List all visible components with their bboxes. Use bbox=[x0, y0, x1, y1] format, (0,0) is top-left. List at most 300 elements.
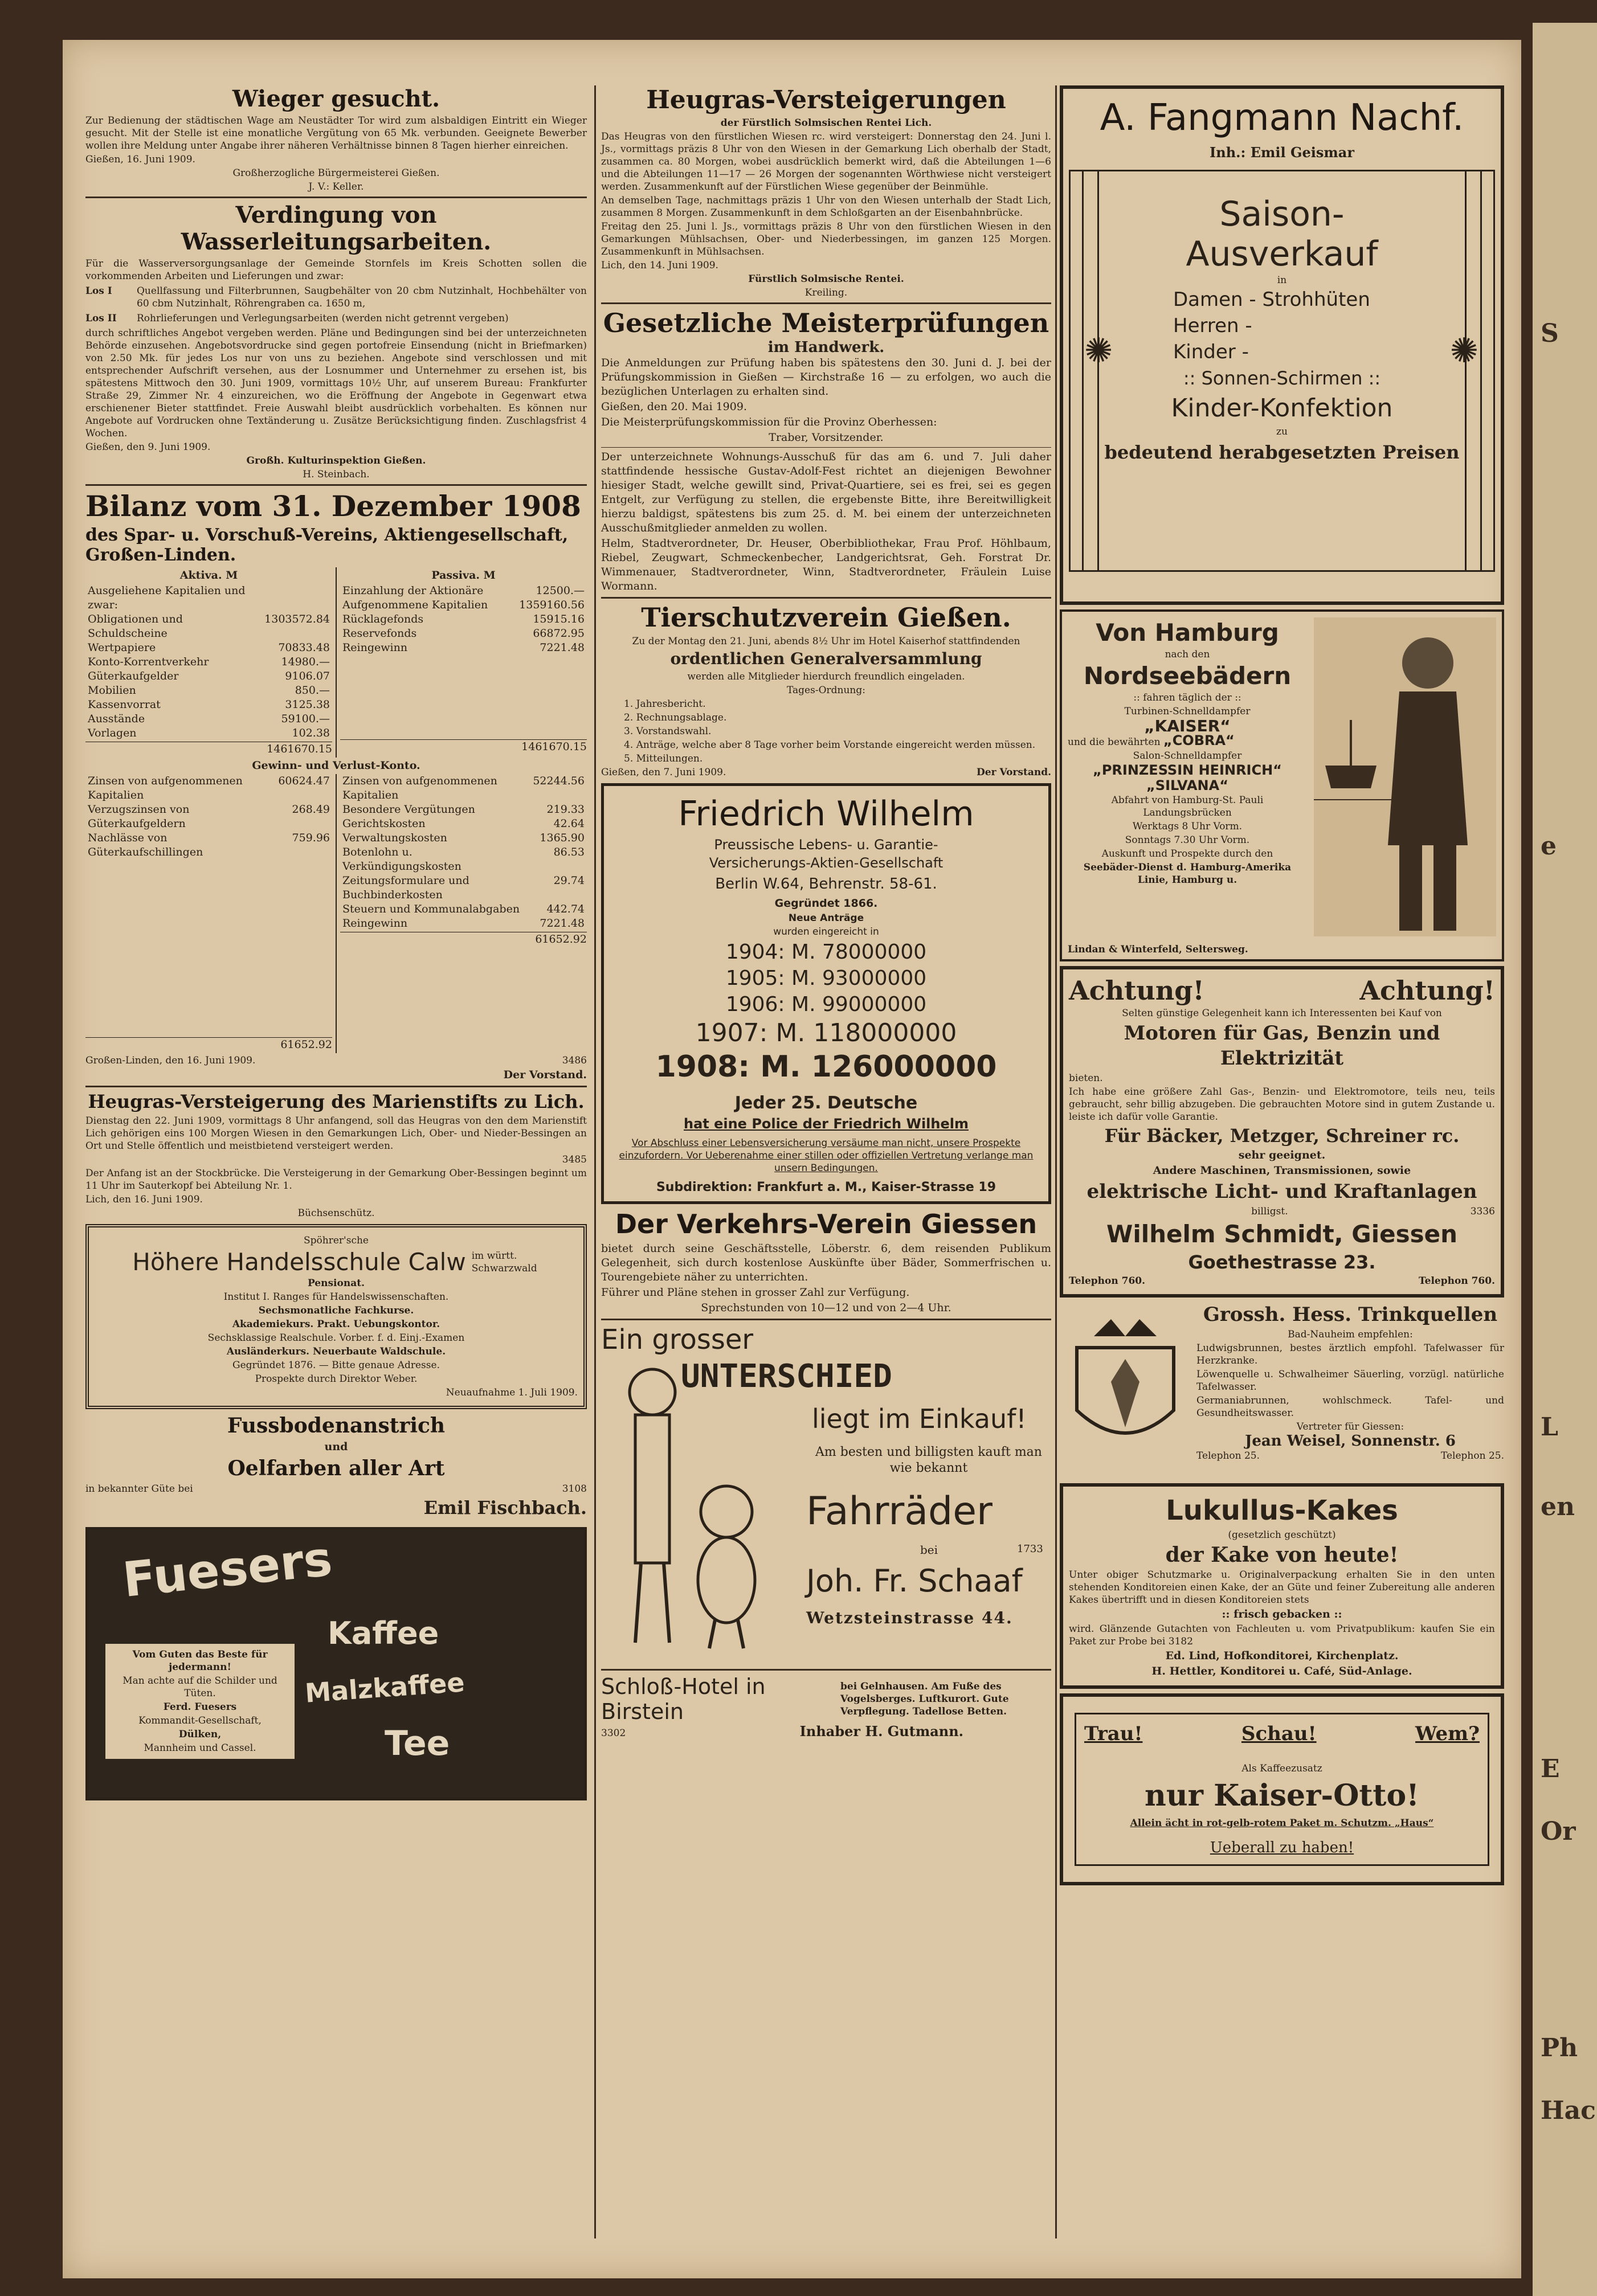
table-row bbox=[85, 698, 332, 712]
hamburg-line: Lindan & Winterfeld, Seltersweg. bbox=[1068, 944, 1248, 955]
schaaf-line: liegt im Einkauf! bbox=[812, 1403, 1027, 1434]
fuesers-product: Kaffee bbox=[328, 1615, 439, 1651]
hamburg-line: Nordseebädern bbox=[1083, 662, 1292, 690]
fangmann-inh: Inh.: Emil Geismar bbox=[1210, 144, 1354, 161]
ad-signature: H. Steinbach. bbox=[303, 469, 370, 480]
column-divider bbox=[594, 85, 596, 2238]
schmidt-line: Selten günstige Gelegenheit kann ich Interessenten bei Kauf von bbox=[1122, 1008, 1442, 1019]
fangmann-line: Herren - bbox=[1173, 314, 1252, 337]
edge-text: e bbox=[1541, 832, 1557, 861]
calw-line: Gegründet 1876. — Bitte genaue Adresse. bbox=[232, 1360, 440, 1371]
row-value: 3125.38 bbox=[285, 698, 330, 711]
trink-line: Germaniabrunnen, wohlschmeck. Tafel- und Gesundheitswasser. bbox=[1196, 1395, 1504, 1419]
row-value: 12500.— bbox=[536, 584, 585, 597]
row-label: Ausgeliehene Kapitalien und zwar: bbox=[88, 584, 246, 611]
row-value: 759.96 bbox=[292, 832, 330, 844]
calw-line: Institut I. Ranges für Handelswissenschaften. bbox=[223, 1291, 449, 1303]
row-value: 7221.48 bbox=[540, 641, 585, 654]
column-3 bbox=[1060, 46, 1504, 1890]
bilanz-date: Großen-Linden, den 16. Juni 1909. bbox=[85, 1055, 256, 1066]
fw-line: Preussische Lebens- u. Garantie- bbox=[714, 837, 938, 853]
row-value: 1365.90 bbox=[540, 832, 585, 844]
year-value: 1905: M. 93000000 bbox=[725, 967, 927, 990]
ad-date: Gießen, 16. Juni 1909. bbox=[85, 154, 195, 165]
list-item: 4. Anträge, welche aber 8 Tage vorher beim Vorstande eingereicht werden müssen. bbox=[624, 739, 1036, 751]
table-row bbox=[85, 669, 332, 684]
row-label: Reingewinn bbox=[342, 917, 408, 930]
row-value: 14980.— bbox=[281, 656, 330, 668]
otto-line: Als Kaffeezusatz bbox=[1241, 1763, 1322, 1774]
sailor-illustration bbox=[1314, 617, 1496, 936]
fw-line: Berlin W.64, Behrenstr. 58-61. bbox=[715, 875, 937, 893]
ad-body: An demselben Tage, nachmittags präzis 1 Uhr von den Wiesen unterhalb der Stadt Lich, zusammen 8 Morgen. Zusammenkunft in dem Schloßgarten an der Eisenbahnbrücke. bbox=[601, 195, 1051, 219]
schaaf-line: Ein grosser bbox=[601, 1324, 754, 1356]
gv-left-table bbox=[85, 774, 332, 860]
ad-verkehrsverein bbox=[601, 1209, 1051, 1315]
ad-calw bbox=[85, 1224, 587, 1409]
row-value: 29.74 bbox=[553, 874, 585, 887]
column-divider bbox=[1055, 85, 1057, 2238]
fuesers-text: Mannheim und Cassel. bbox=[144, 1742, 256, 1754]
year-value: 1907: M. 118000000 bbox=[695, 1018, 957, 1047]
edge-text: Ph bbox=[1541, 2033, 1578, 2062]
ad-body: bietet durch seine Geschäftsstelle, Löberstr. 6, dem reisenden Publikum Gelegenheit, sich durch kostenlose Auskünfte über Bäder, Sommerfrischen u. Tourengebiete näher zu unterrichten. bbox=[601, 1242, 1051, 1283]
hamburg-line: „SILVANA“ bbox=[1146, 777, 1228, 793]
row-label: Zeitungsformulare und Buchbinderkosten bbox=[342, 874, 469, 901]
row-label: Einzahlung der Aktionäre bbox=[342, 584, 484, 597]
schaaf-line: Joh. Fr. Schaaf bbox=[806, 1563, 1023, 1599]
total: 61652.92 bbox=[85, 1037, 332, 1052]
lukullus-line: (gesetzlich geschützt) bbox=[1228, 1529, 1336, 1541]
birstein-owner: Inhaber H. Gutmann. bbox=[799, 1723, 964, 1740]
list-item: 2. Rechnungsablage. bbox=[624, 712, 727, 723]
ad-verdingung bbox=[85, 202, 587, 481]
ad-birstein bbox=[601, 1674, 1051, 1724]
hamburg-line: nach den bbox=[1165, 649, 1210, 660]
fangmann-frame bbox=[1069, 170, 1495, 572]
edge-text: Or bbox=[1541, 1817, 1576, 1846]
table-row bbox=[85, 641, 332, 655]
ad-fischbach bbox=[85, 1414, 587, 1519]
telephone: Telephon 25. bbox=[1196, 1450, 1260, 1462]
row-label: Vorlagen bbox=[88, 727, 137, 739]
ad-wohnung bbox=[601, 450, 1051, 594]
table-row bbox=[340, 803, 587, 817]
ad-title: Wieger gesucht. bbox=[232, 85, 440, 112]
row-label: Verwaltungskosten bbox=[342, 832, 447, 844]
ad-body: Der Anfang ist an der Stockbrücke. Die Versteigerung in der Gemarkung Ober-Bessingen beginnt um 11 Uhr im Sauterkopf bei Abteilung Nr. 1. bbox=[85, 1168, 587, 1192]
table-row bbox=[85, 612, 332, 641]
fw-line: Jeder 25. Deutsche bbox=[734, 1093, 918, 1113]
row-value: 7221.48 bbox=[540, 917, 585, 930]
ad-date: Lich, den 14. Juni 1909. bbox=[601, 260, 718, 271]
ad-body: Der unterzeichnete Wohnungs-Ausschuß für das am 6. und 7. Juli daher stattfindende hessische Gustav-Adolf-Fest richtet an diejenigen Bewohner hiesiger Stadt, welche gewillt sind, Privat-Quartiere, sei es frei, sei es gegen Entgelt, zur Verfügung zu stellen, die ergebenste Bitte, ihre Bereitwilligkeit hierzu baldigst, spätestens bis zum 25. d. M. bei einem der unterzeichneten Ausschußmitglieder anmelden zu wollen. bbox=[601, 451, 1051, 534]
hamburg-line: Abfahrt von Hamburg-St. Pauli Landungsbrücken bbox=[1111, 795, 1264, 818]
ad-wieger bbox=[85, 85, 587, 193]
telephone: Telephon 760. bbox=[1069, 1275, 1146, 1287]
fw-line: Neue Anträge bbox=[788, 912, 864, 924]
ad-names: Helm, Stadtverordneter, Dr. Heuser, Oberbibliothekar, Frau Prof. Höhlbaum, Riebel, Zeugwart, Schmeckenbecher, Landgerichtsrat, Geh. Forstrat Dr. Wimmenauer, Stadtverordneter, Winn, Stadtverordneter, Fräulein Luise Wormann. bbox=[601, 537, 1051, 592]
hamburg-line: Werktags 8 Uhr Vorm. bbox=[1132, 821, 1243, 832]
table-row bbox=[85, 831, 332, 860]
fangmann-line: :: Sonnen-Schirmen :: bbox=[1183, 367, 1381, 389]
achtung: Achtung! bbox=[1069, 975, 1204, 1006]
ad-body: Das Heugras von den fürstlichen Wiesen rc. wird versteigert: Donnerstag den 24. Juni l. Js., vormittags präzis 8 Uhr von den Wiesen in der Gemarkung Lich oberhalb der Stadt, zusammen ca. 80 Morgen, wobei ausdrücklich bemerkt wird, daß die Abteilungen 1—6 und die Abteilungen 11—17 — 26 Morgen der sogenannten Wörthwiese nicht versteigert werden. Zusammenkunft auf der Fürstlichen Wiese gegenüber der Beinmühle. bbox=[601, 131, 1051, 193]
trink-line: Bad-Nauheim empfehlen: bbox=[1288, 1329, 1413, 1340]
fw-line: wurden eingereicht in bbox=[773, 926, 879, 938]
row-value: 442.74 bbox=[546, 903, 585, 915]
aktiva-table bbox=[85, 584, 332, 740]
fw-line: hat eine Police der Friedrich Wilhelm bbox=[683, 1116, 969, 1132]
year-value: 1908: M. 126000000 bbox=[655, 1050, 997, 1084]
bilanz-title: Bilanz vom 31. Dezember 1908 bbox=[85, 489, 581, 523]
ad-signature: Kreiling. bbox=[804, 287, 848, 298]
lukullus-line: :: frisch gebacken :: bbox=[1222, 1608, 1342, 1620]
ad-body: Dienstag den 22. Juni 1909, vormittags 8 Uhr anfangend, soll das Heugras von den dem Marienstift Lich gehörigen eins 100 Morgen Wiesen in den Gemarkungen Lich, Ober- und Nieder-Bessingen an Ort und Stelle öffentlich und meistbietend versteigert werden. bbox=[85, 1115, 587, 1152]
year-value: 1904: M. 78000000 bbox=[725, 940, 927, 964]
calw-line: Neuaufnahme 1. Juli 1909. bbox=[446, 1387, 578, 1398]
table-row bbox=[340, 598, 587, 612]
bilanz-subtitle: des Spar- u. Vorschuß-Vereins, Aktiengesellschaft, Großen-Linden. bbox=[85, 525, 569, 565]
row-value: 850.— bbox=[295, 684, 330, 697]
calw-line: Akademiekurs. Prakt. Uebungskontor. bbox=[232, 1319, 440, 1330]
fuesers-product: Tee bbox=[385, 1724, 450, 1763]
fuss-line: Oelfarben aller Art bbox=[227, 1456, 445, 1480]
calw-line: Prospekte durch Direktor Weber. bbox=[255, 1373, 418, 1385]
fangmann-line: bedeutend herabgesetzten Preisen bbox=[1104, 441, 1460, 463]
otto-word: Wem? bbox=[1415, 1722, 1480, 1745]
total: 1461670.15 bbox=[85, 742, 332, 756]
los-text: Quellfassung und Filterbrunnen, Saugbehälter von 20 cbm Nutzinhalt, Hochbehälter von 60 cbm Nutzinhalt, Röhrengraben ca. 1650 m, bbox=[137, 285, 587, 309]
ad-signature: Traber, Vorsitzender. bbox=[769, 431, 884, 444]
calw-line: Sechsmonatliche Fachkurse. bbox=[258, 1305, 414, 1316]
row-label: Aufgenommene Kapitalien bbox=[342, 599, 488, 611]
aktiva-label: Aktiva. bbox=[179, 569, 222, 582]
table-row bbox=[340, 774, 587, 803]
passiva-label: Passiva. bbox=[431, 569, 480, 582]
ad-line: Zu der Montag den 21. Juni, abends 8½ Uhr im Hotel Kaiserhof stattfindenden bbox=[632, 636, 1020, 647]
ad-number: 3336 bbox=[1470, 1206, 1495, 1217]
trink-line: Vertreter für Giessen: bbox=[1296, 1421, 1404, 1433]
fangmann-title: A. Fangmann Nachf. bbox=[1100, 97, 1464, 139]
schaaf-line: UNTERSCHIED bbox=[681, 1358, 892, 1395]
lukullus-title: Lukullus-Kakes bbox=[1166, 1495, 1398, 1526]
row-value: 86.53 bbox=[553, 846, 585, 858]
table-row bbox=[340, 641, 587, 655]
ad-trinkquellen bbox=[1060, 1302, 1504, 1479]
row-label: Konto-Korrentverkehr bbox=[88, 656, 209, 668]
row-value: 60624.47 bbox=[278, 775, 330, 787]
passiva-table bbox=[340, 584, 587, 655]
calw-line: Sechsklassige Realschule. Vorber. f. d. Einj.-Examen bbox=[207, 1332, 465, 1344]
fw-line: Gegründet 1866. bbox=[774, 897, 878, 910]
fuesers-text: Dülken, bbox=[178, 1729, 222, 1740]
calw-line: Ausländerkurs. Neuerbaute Waldschule. bbox=[226, 1346, 446, 1357]
ad-signature: Fürstlich Solmsische Rentei. bbox=[748, 273, 904, 285]
fangmann-line: Damen - Strohhüten bbox=[1173, 288, 1370, 311]
ad-title: Heugras-Versteigerung des Marienstifts zu Lich. bbox=[88, 1091, 585, 1112]
table-row bbox=[340, 584, 587, 598]
table-row bbox=[340, 627, 587, 641]
table-row bbox=[340, 845, 587, 874]
schmidt-line: Ich habe eine größere Zahl Gas-, Benzin- und Elektromotore, teils neu, teils gebraucht, sehr billig abzugeben. Die gebrauchten Motore sind in gutem Zustande u. leiste ich dafür volle Garantie. bbox=[1069, 1086, 1495, 1123]
schaaf-line: Wetzsteinstrasse 44. bbox=[806, 1609, 1013, 1627]
table-row bbox=[340, 612, 587, 627]
trink-line: Löwenquelle u. Schwalheimer Säuerling, vorzügl. natürliche Tafelwasser. bbox=[1196, 1369, 1504, 1393]
table-row bbox=[85, 712, 332, 726]
row-label: Verzugszinsen von Güterkaufgeldern bbox=[88, 803, 190, 830]
hamburg-line: Auskunft und Prospekte durch den bbox=[1101, 848, 1273, 860]
schmidt-line: Motoren für Gas, Benzin und Elektrizität bbox=[1124, 1022, 1440, 1070]
row-label: Wertpapiere bbox=[88, 641, 156, 654]
row-label: Gerichtskosten bbox=[342, 817, 426, 830]
table-row bbox=[85, 655, 332, 669]
otto-line: Allein ächt in rot-gelb-rotem Paket m. Schutzm. „Haus“ bbox=[1130, 1818, 1434, 1829]
ad-signature: J. V.: Keller. bbox=[308, 181, 364, 193]
table-row bbox=[340, 874, 587, 902]
fuesers-product: Malzkaffee bbox=[304, 1667, 466, 1709]
coat-of-arms-icon bbox=[1060, 1313, 1191, 1462]
otto-word: Schau! bbox=[1241, 1722, 1317, 1745]
row-value: 219.33 bbox=[546, 803, 585, 816]
ad-tierschutz bbox=[601, 602, 1051, 779]
year-value: 1906: M. 99000000 bbox=[725, 993, 927, 1016]
row-value: 9106.07 bbox=[285, 670, 330, 682]
ad-title: Tierschutzverein Gießen. bbox=[641, 602, 1011, 633]
ad-date: Gießen, den 20. Mai 1909. bbox=[601, 400, 747, 413]
fuesers-text: Kommandit-Gesellschaft, bbox=[138, 1715, 262, 1726]
schaaf-line: bei bbox=[920, 1543, 938, 1557]
row-value: 15915.16 bbox=[533, 613, 585, 625]
column-2 bbox=[601, 46, 1051, 1741]
fuss-line: und bbox=[324, 1440, 348, 1453]
row-label: Reservefonds bbox=[342, 627, 417, 640]
gv-right-table bbox=[340, 774, 587, 931]
list-item: 5. Mitteilungen. bbox=[624, 753, 703, 764]
row-value: 59100.— bbox=[281, 713, 330, 725]
trink-line: Jean Weisel, Sonnenstr. 6 bbox=[1245, 1433, 1456, 1450]
hamburg-line: „KAISER“ bbox=[1144, 717, 1231, 735]
trink-line: Ludwigsbrunnen, bestes ärztlich empfohl. Tafelwasser für Herzkranke. bbox=[1196, 1343, 1504, 1366]
schmidt-line: Goethestrasse 23. bbox=[1188, 1251, 1376, 1273]
ad-kaiser-otto bbox=[1060, 1693, 1504, 1885]
row-label: Nachlässe von Güterkaufschillingen bbox=[88, 832, 203, 858]
fw-line: Vor Abschluss einer Lebensversicherung versäume man nicht, unsere Prospekte einzufordern. Vor Ueberenahme einer stillen oder offiziellen Vertretung verlange man unsern Bedingungen. bbox=[619, 1137, 1034, 1174]
fangmann-line: zu bbox=[1276, 426, 1288, 437]
table-row bbox=[340, 902, 587, 916]
schmidt-line: Andere Maschinen, Transmissionen, sowie bbox=[1153, 1164, 1411, 1177]
flower-icon: ✺ bbox=[1449, 331, 1478, 371]
row-label: Rücklagefonds bbox=[342, 613, 424, 625]
schmidt-line: Für Bäcker, Metzger, Schreiner rc. bbox=[1104, 1125, 1460, 1147]
adjacent-page-edge bbox=[1533, 23, 1597, 2296]
ad-number: 3182 bbox=[1168, 1636, 1194, 1647]
calw-side: im württ. Schwarzwald bbox=[471, 1250, 537, 1274]
ad-body: Freitag den 25. Juni l. Js., vormittags präzis 8 Uhr von den fürstlichen Wiesen in den Gemarkungen Mühlsachsen, Ober- und Niederbessingen, im ganzen 125 Morgen. Zusammenkunft in Mühlsachsen. bbox=[601, 221, 1051, 257]
fuesers-brand: Fuesers bbox=[120, 1530, 335, 1608]
los-label: Los II bbox=[85, 313, 117, 324]
ad-signature: Der Vorstand. bbox=[503, 1069, 587, 1081]
schaaf-line: Am besten und billigsten kauft man wie bekannt bbox=[815, 1445, 1042, 1475]
ad-fangmann bbox=[1060, 85, 1504, 605]
ad-heugras-marienstift bbox=[85, 1091, 587, 1219]
ad-line: ordentlichen Generalversammlung bbox=[670, 649, 982, 668]
fangmann-line: in bbox=[1277, 275, 1287, 286]
edge-text: E bbox=[1541, 1754, 1560, 1783]
row-label: Zinsen von aufgenommenen Kapitalien bbox=[342, 775, 497, 801]
ad-friedrich-wilhelm bbox=[601, 783, 1051, 1204]
row-value: 42.64 bbox=[553, 817, 585, 830]
lukullus-line: H. Hettler, Konditorei u. Café, Süd-Anlage. bbox=[1151, 1665, 1412, 1677]
hamburg-line: :: fahren täglich der :: bbox=[1133, 692, 1241, 703]
row-label: Reingewinn bbox=[342, 641, 408, 654]
row-value bbox=[262, 584, 332, 612]
currency: M bbox=[226, 569, 238, 582]
otto-line: Ueberall zu haben! bbox=[1210, 1839, 1354, 1856]
row-label: Botenlohn u. Verkündigungskosten bbox=[342, 846, 461, 873]
calw-top: Spöhrer'sche bbox=[304, 1235, 369, 1246]
otto-word: Trau! bbox=[1084, 1722, 1143, 1745]
ad-subtitle: im Handwerk. bbox=[767, 339, 885, 356]
telephone: Telephon 25. bbox=[1440, 1450, 1504, 1462]
fw-title: Friedrich Wilhelm bbox=[678, 794, 974, 834]
fuesers-info bbox=[105, 1644, 295, 1759]
fangmann-line: Ausverkauf bbox=[1186, 234, 1378, 274]
fuss-line: Fussbodenanstrich bbox=[227, 1414, 446, 1438]
ad-number: 1733 bbox=[1017, 1543, 1043, 1555]
birstein-title: Schloß-Hotel in Birstein bbox=[601, 1674, 766, 1724]
ad-title: Heugras-Versteigerungen bbox=[646, 85, 1006, 114]
trink-title: Grossh. Hess. Trinkquellen bbox=[1203, 1303, 1498, 1326]
ad-body: durch schriftliches Angebot vergeben werden. Pläne und Bedingungen sind bei der unterzeichneten Behörde einzusehen. Angebotsvordrucke sind gegen portofreie Einsendung (nicht in Briefmarken) von 2.50 Mk. für jedes Los nur von uns zu beziehen. Angebote sind verschlossen und mit entsprechender Aufschrift versehen, aus der Losnummer und Unternehmer zu ersehen ist, bis spätestens Mittwoch den 30. Juni 1909, vormittags 10½ Uhr, auf unserem Bureau: Frankfurter Straße 29, Zimmer Nr. 4 einzureichen, wo die Eröffnung der Angebote in Gegenwart etwa erschienener Bieter stattfindet. Freie Auswahl bleibt ausdrücklich vorbehalten. Es können nur Angebote auf Vordrucken ohne Textänderung u. Zusätze Berücksichtigung finden. Zuschlagsfrist 4 Wochen. bbox=[85, 328, 587, 439]
ad-line: Tages-Ordnung: bbox=[787, 685, 865, 696]
ad-body: Zur Bedienung der städtischen Wage am Neustädter Tor wird zum alsbaldigen Eintritt ein Wieger gesucht. Mit der Stelle ist eine monatliche Vergütung von 65 Mk. verbunden. Geeignete Bewerber wollen ihre Meldung unter Angabe ihrer näheren Verhältnisse binnen 8 Tagen hierher einreichen. bbox=[85, 115, 587, 152]
ad-bilanz bbox=[85, 489, 587, 1082]
ad-date: Gießen, den 7. Juni 1909. bbox=[601, 767, 726, 778]
ad-lukullus bbox=[1060, 1483, 1504, 1689]
fw-years bbox=[610, 939, 1043, 1085]
flower-icon: ✺ bbox=[1084, 331, 1113, 371]
calw-line: Pensionat. bbox=[307, 1278, 365, 1289]
achtung: Achtung! bbox=[1359, 975, 1495, 1006]
birstein-side: bei Gelnhausen. Am Fuße des Vogelsberges. Luftkurort. Gute Verpflegung. Tadellose Betten. bbox=[840, 1681, 1009, 1717]
ad-title: Verdingung von Wasserleitungsarbeiten. bbox=[181, 202, 492, 255]
row-value: 268.49 bbox=[292, 803, 330, 816]
table-row bbox=[340, 831, 587, 845]
hamburg-line: Von Hamburg bbox=[1096, 619, 1279, 646]
ad-heugras bbox=[601, 85, 1051, 299]
ad-number: 3485 bbox=[562, 1154, 587, 1165]
ad-signature: Großherzogliche Bürgermeisterei Gießen. bbox=[232, 167, 440, 179]
edge-text: L bbox=[1541, 1413, 1558, 1442]
row-label: Güterkaufgelder bbox=[88, 670, 179, 682]
ad-body: Für die Wasserversorgungsanlage der Gemeinde Stornfels im Kreis Schotten sollen die vorkommenden Arbeiten und Lieferungen und zwar: bbox=[85, 258, 587, 282]
lukullus-line: der Kake von heute! bbox=[1165, 1543, 1399, 1567]
hamburg-line: „COBRA“ bbox=[1163, 732, 1235, 748]
list-item: 1. Jahresbericht. bbox=[624, 698, 706, 710]
ad-signature: Büchsenschütz. bbox=[297, 1208, 375, 1219]
table-row bbox=[85, 684, 332, 698]
fangmann-line: Saison- bbox=[1219, 194, 1345, 234]
ad-number: 3108 bbox=[562, 1483, 587, 1495]
lukullus-line: Ed. Lind, Hofkonditorei, Kirchenplatz. bbox=[1165, 1650, 1399, 1662]
row-label: Obligationen und Schuldscheine bbox=[88, 613, 183, 640]
schmidt-line: elektrische Licht- und Kraftanlagen bbox=[1087, 1180, 1477, 1203]
hamburg-line: Sonntags 7.30 Uhr Vorm. bbox=[1125, 834, 1250, 846]
ad-meister bbox=[601, 308, 1051, 445]
row-value: 102.38 bbox=[292, 727, 330, 739]
edge-text: en bbox=[1541, 1492, 1575, 1521]
hamburg-line: und die bewährten bbox=[1068, 736, 1161, 748]
telephone: Telephon 760. bbox=[1418, 1275, 1495, 1287]
ad-hamburg bbox=[1060, 609, 1504, 961]
fangmann-line: Kinder-Konfektion bbox=[1171, 394, 1393, 423]
fuss-line: in bekannter Güte bei bbox=[85, 1483, 193, 1495]
ad-schmidt bbox=[1060, 966, 1504, 1298]
schmidt-line: Wilhelm Schmidt, Giessen bbox=[1106, 1220, 1457, 1248]
lukullus-line: Unter obiger Schutzmarke u. Originalverpackung erhalten Sie in den unten stehenden Konditoreien einen Kake, der an Güte und feiner Zubereitung alle anderen Kakes übertrifft und in diesen Konditoreien stets bbox=[1069, 1569, 1495, 1606]
schmidt-line: sehr geeignet. bbox=[1238, 1149, 1326, 1161]
fangmann-line: Kinder - bbox=[1173, 341, 1249, 363]
currency: M bbox=[483, 569, 496, 582]
column-1 bbox=[85, 46, 587, 1800]
los-label: Los I bbox=[85, 285, 112, 297]
ad-signature: Der Vorstand. bbox=[977, 767, 1051, 778]
ad-subtitle: der Fürstlich Solmsischen Rentei Lich. bbox=[720, 117, 932, 129]
lukullus-line: wird. Glänzende Gutachten von Fachleuten u. vom Privatpublikum: kaufen Sie ein Paket zur Probe bei bbox=[1069, 1623, 1495, 1647]
agenda-list bbox=[601, 698, 1051, 765]
row-label: Kassenvorrat bbox=[88, 698, 161, 711]
row-label: Mobilien bbox=[88, 684, 136, 697]
row-label: Ausstände bbox=[88, 713, 145, 725]
schaaf-line: Fahrräder bbox=[806, 1489, 992, 1534]
row-label: Steuern und Kommunalabgaben bbox=[342, 903, 520, 915]
row-value: 70833.48 bbox=[278, 641, 330, 654]
edge-text: Hac bbox=[1541, 2096, 1596, 2125]
table-row bbox=[85, 584, 332, 612]
row-label: Zinsen von aufgenommenen Kapitalien bbox=[88, 775, 243, 801]
total: 1461670.15 bbox=[340, 739, 587, 754]
los-text: Rohrlieferungen und Verlegungsarbeiten (werden nicht getrennt vergeben) bbox=[137, 313, 509, 324]
fw-line: Versicherungs-Aktien-Gesellschaft bbox=[709, 855, 944, 871]
hamburg-line: „PRINZESSIN HEINRICH“ bbox=[1093, 762, 1282, 778]
hamburg-line: Salon-Schnelldampfer bbox=[1133, 750, 1242, 762]
ad-body: Führer und Pläne stehen in grosser Zahl zur Verfügung. bbox=[601, 1286, 910, 1299]
ad-title: Gesetzliche Meisterprüfungen bbox=[603, 308, 1049, 338]
edge-text: S bbox=[1541, 319, 1559, 348]
row-value: 52244.56 bbox=[533, 775, 585, 787]
table-row bbox=[85, 726, 332, 740]
table-row bbox=[85, 803, 332, 831]
ad-body: Die Anmeldungen zur Prüfung haben bis spätestens den 30. Juni d. J. bei der Prüfungskommission in Gießen — Kirchstraße 16 — zu erfolgen, wo auch die bezüglichen Unterlagen zu erhalten sind. bbox=[601, 357, 1051, 398]
row-value: 1359160.56 bbox=[519, 599, 585, 611]
ad-number: 3302 bbox=[601, 1728, 626, 1739]
row-value: 66872.95 bbox=[533, 627, 585, 640]
hamburg-line: Turbinen-Schnelldampfer bbox=[1124, 706, 1251, 717]
fuesers-text: Vom Guten das Beste für jedermann! bbox=[132, 1649, 268, 1673]
fuesers-text: Man achte auf die Schilder und Tüten. bbox=[122, 1675, 277, 1699]
ad-fuesers bbox=[85, 1527, 587, 1800]
hamburg-line: Seebäder-Dienst d. Hamburg-Amerika Linie, Hamburg u. bbox=[1083, 862, 1292, 886]
table-row bbox=[85, 774, 332, 803]
ad-date: Gießen, den 9. Juni 1909. bbox=[85, 441, 211, 453]
ad-signature: Die Meisterprüfungskommission für die Provinz Oberhessen: bbox=[601, 416, 937, 428]
fuesers-text: Ferd. Fuesers bbox=[163, 1701, 237, 1713]
row-label: Besondere Vergütungen bbox=[342, 803, 475, 816]
ad-title: Der Verkehrs-Verein Giessen bbox=[615, 1209, 1038, 1239]
ad-body: Sprechstunden von 10—12 und von 2—4 Uhr. bbox=[701, 1302, 951, 1314]
table-row bbox=[340, 916, 587, 931]
